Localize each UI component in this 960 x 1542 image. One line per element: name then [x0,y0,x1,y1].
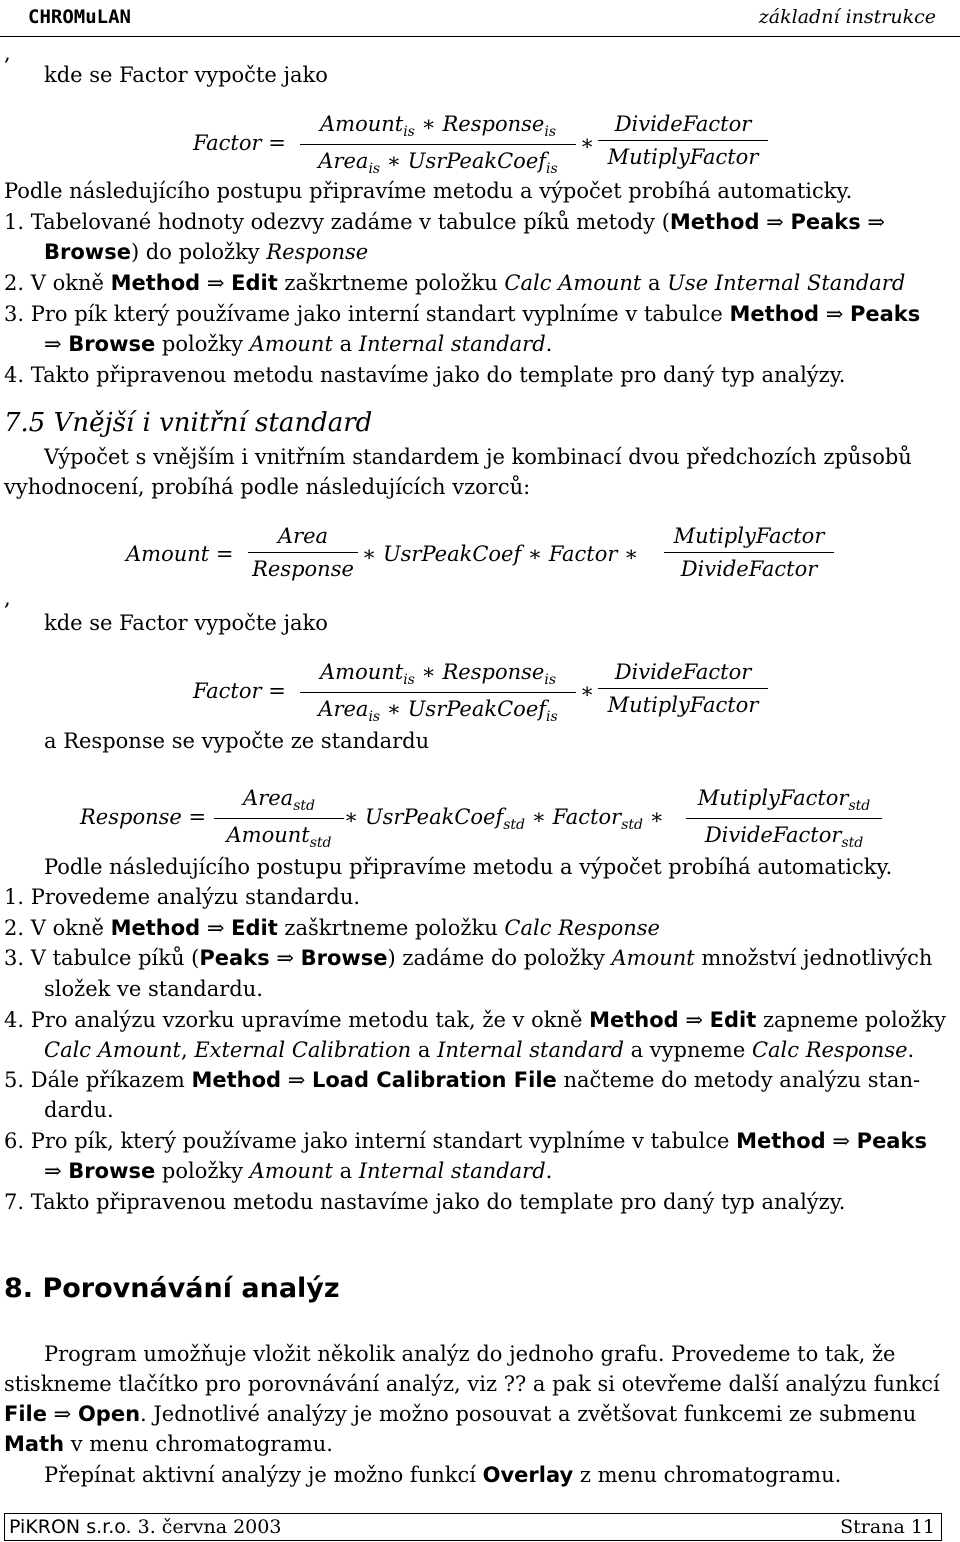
section-para: Přepínat aktivní analýzy je možno funkcí Overlay z menu chromatogramu. [44,1463,842,1487]
section-para: Math v menu chromatogramu. [4,1432,333,1456]
auto-text: Podle následujícího postupu připravíme metodu a výpočet probíhá automaticky. [44,855,893,879]
comma: , [4,41,11,65]
header-subtitle: základní instrukce [758,6,936,28]
list-item: 1. Tabelované hodnoty odezvy zadáme v tabulce píků metody (Method ⇒ Peaks ⇒ [4,210,886,234]
section-para: Výpočet s vnějším i vnitřním standardem je kombinací dvou předchozích způsobů [44,445,912,469]
list-item: 5. Dále příkazem Method ⇒ Load Calibration File načteme do metody analýzu stan- [4,1068,921,1092]
footer-page: Strana 11 [840,1516,935,1538]
section-para: stiskneme tlačítko pro porovnávání analýz, viz ?? a pak si otevřeme další analýzu funkcí [4,1372,940,1396]
footer-date: 3. června 2003 [131,1516,282,1538]
list-item: 2. V okně Method ⇒ Edit zaškrtneme položku Calc Response [4,916,660,940]
list-item: 2. V okně Method ⇒ Edit zaškrtneme položku Calc Amount a Use Internal Standard [4,271,906,295]
auto-text: Podle následujícího postupu připravíme metodu a výpočet probíhá automaticky. [4,179,853,203]
list-item-cont: Browse) do položky Response [44,240,369,264]
page-footer [4,1513,942,1541]
header-title: CHROMuLAN [28,6,131,28]
section-para: File ⇒ Open. Jednotlivé analýzy je možno posouvat a zvětšovat funkcemi ze submenu [4,1402,917,1426]
list-item: 4. Pro analýzu vzorku upravíme metodu tak, že v okně Method ⇒ Edit zapneme položky [4,1008,947,1032]
list-item: 3. Pro pík který používame jako interní standart vyplníme v tabulce Method ⇒ Peaks [4,302,921,326]
list-item: 4. Takto připravenou metodu nastavíme jako do template pro daný typ analýzy. [4,363,846,387]
list-item: 7. Takto připravenou metodu nastavíme jako do template pro daný typ analýzy. [4,1190,846,1214]
list-item-cont: složek ve standardu. [44,977,263,1001]
footer-company: PiKRON s.r.o. [9,1516,132,1538]
list-item-cont: Calc Amount, External Calibration a Internal standard a vypneme Calc Response. [44,1038,915,1062]
list-item: 3. V tabulce píků (Peaks ⇒ Browse) zadáme do položky Amount množství jednotlivých [4,946,933,970]
factor-intro: kde se Factor vypočte jako [44,63,328,87]
factor-intro: kde se Factor vypočte jako [44,611,328,635]
section-para: vyhodnocení, probíhá podle následujících vzorců: [4,475,531,499]
comma: , [4,586,11,610]
list-item-cont: ⇒ Browse položky Amount a Internal standard. [44,1159,553,1183]
list-item-cont: ⇒ Browse položky Amount a Internal standard. [44,332,553,356]
list-item-cont: dardu. [44,1098,114,1122]
page-header [0,0,960,37]
list-item: 6. Pro pík, který používame jako interní standart vyplníme v tabulce Method ⇒ Peaks [4,1129,927,1153]
section-title: 7.5 Vnější i vnitřní standard [4,408,373,438]
section-para: Program umožňuje vložit několik analýz do jednoho grafu. Provedeme to tak, že [44,1342,896,1366]
response-intro: a Response se vypočte ze standardu [44,729,430,753]
list-item: 1. Provedeme analýzu standardu. [4,885,361,909]
section-heading: 8. Porovnávání analýz [4,1273,340,1304]
